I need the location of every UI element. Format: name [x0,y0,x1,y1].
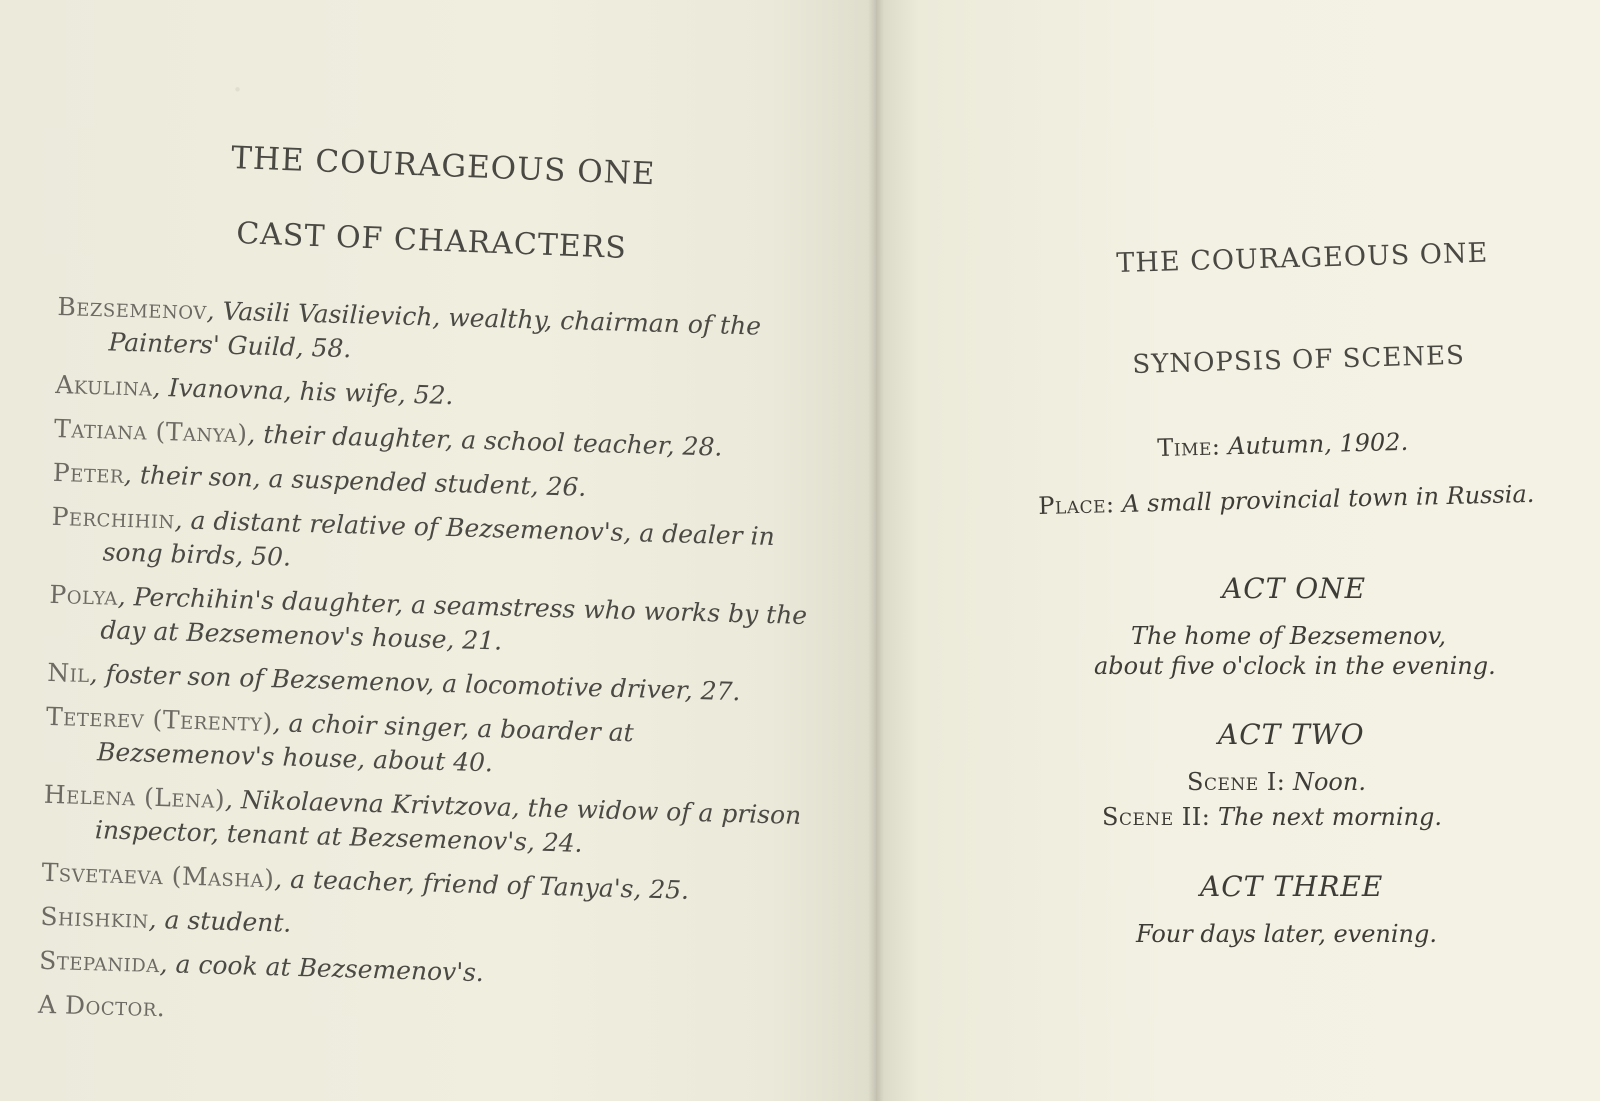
cast-name: Perchihin [51,501,176,535]
cast-entry [38,988,809,1043]
cast-desc: , their son, a suspended student, 26. [123,459,587,502]
cast-name: Bezsemenov [57,291,208,326]
act-three-heading: ACT THREE [1200,870,1384,903]
cast-desc: , Perchihin's daughter, a seamstress who works by the day at Bezsemenov's house, 21. [100,581,808,656]
place-value: A small provincial town in Russia. [1121,479,1535,518]
cast-name: Polya [49,579,119,611]
cast-entry [56,290,828,379]
scene-value: The next morning. [1217,803,1442,831]
scene-label: Scene I: [1187,768,1286,796]
cast-desc: , Vasili Vasilievich, wealthy, chairman of the Painters' Guild, 58. [108,296,762,364]
cast-entry [50,500,822,589]
right-page-title: THE COURAGEOUS ONE [1116,237,1489,279]
cast-name: Helena (Lena) [43,779,226,814]
cast-entry [42,778,814,867]
cast-name: Tatiana (Tanya) [53,413,248,449]
place-label: Place: [1038,490,1115,520]
act-one-line: The home of Bezsemenov, [1131,622,1446,650]
scene-label: Scene II: [1102,803,1211,831]
time-label: Time: [1157,432,1221,462]
cast-name: Teterev (Terenty) [45,701,274,738]
act-two-scene-1 [1187,768,1366,796]
cast-desc: , a teacher, friend of Tanya's, 25. [273,864,690,905]
cast-desc: , foster son of Bezsemenov, a locomotive driver, 27. [89,659,741,707]
cast-name: Nil [46,657,91,689]
cast-desc: , a distant relative of Bezsemenov's, a dealer in song birds, 50. [102,505,776,572]
act-two-heading: ACT TWO [1218,718,1365,751]
cast-entry [48,578,820,667]
cast-desc: , Ivanovna, his wife, 52. [152,372,454,411]
cast-name: Shishkin [40,901,150,934]
cast-desc: , a cook at Bezsemenov's. [159,949,485,988]
scene-value: Noon. [1292,768,1366,796]
cast-desc: , a student. [148,904,292,938]
cast-name: Stepanida [38,945,161,979]
synopsis-heading: SYNOPSIS OF SCENES [1132,340,1466,380]
cast-desc: , their daughter, a school teacher, 28. [247,419,723,462]
act-two-scene-2 [1102,803,1442,831]
act-three-line: Four days later, evening. [1136,920,1437,948]
cast-desc: , a choir singer, a boarder at Bezsemenov's house, about 40. [96,708,635,778]
cast-name: Tsvetaeva (Masha) [41,857,275,894]
cast-desc: , Nikolaevna Krivtzova, the widow of a prison inspector, tenant at Bezsemenov's, 24. [94,784,802,858]
act-one-line: about five o'clock in the evening. [1094,652,1496,680]
cast-heading: CAST OF CHARACTERS [235,216,628,266]
show-through-text: · [230,70,243,110]
cast-name: A Doctor. [37,989,166,1023]
left-page-title: THE COURAGEOUS ONE [230,140,657,193]
act-one-heading: ACT ONE [1222,572,1367,605]
book-gutter [868,0,884,1101]
cast-entry [45,700,817,789]
cast-list [37,290,827,1053]
cast-name: Peter [52,457,125,489]
time-value: Autumn, 1902. [1227,427,1409,461]
cast-name: Akulina [54,369,154,402]
